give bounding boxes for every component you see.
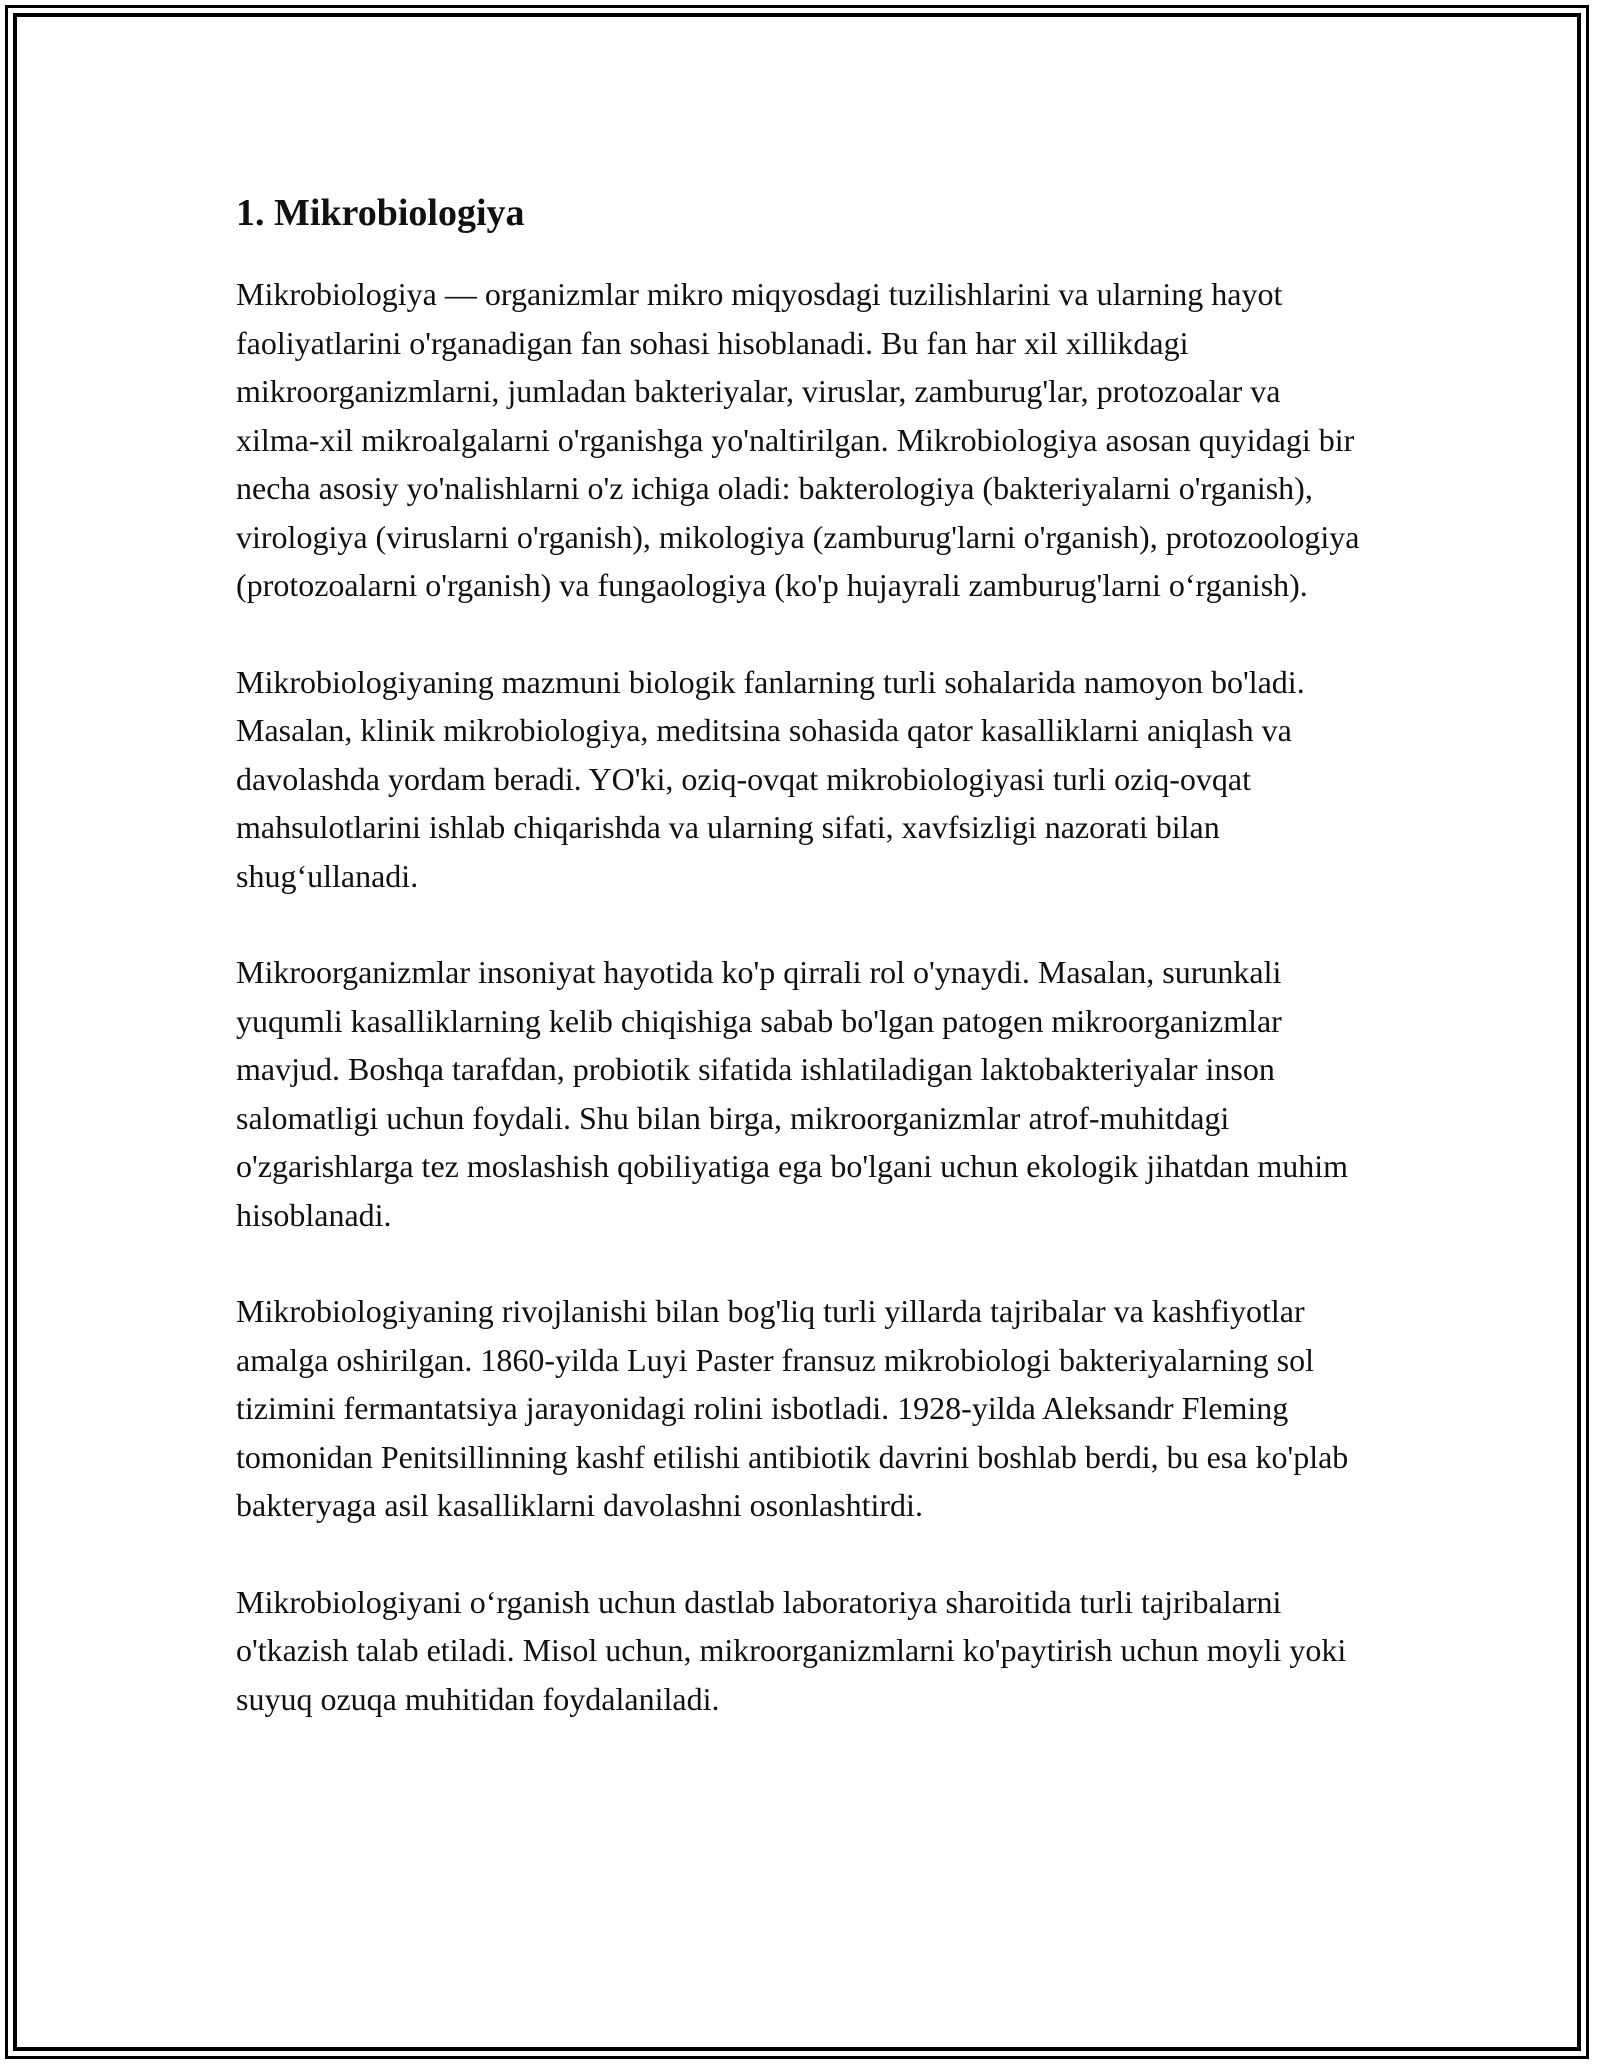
paragraph-intro: Mikrobiologiya — organizmlar mikro miqyosdagi tuzilishlarini va ularning hayot faoliyatlarini o'rganadigan fan sohasi hisoblanadi. Bu fan har xil xillikdagi mikroorganizmlarni, jumladan bakteriyalar, viruslar, zamburug'lar, protozoalar va xilma-xil mikroalgalarni o'rganishga yo'naltirilgan. Mikrobiologiya asosan quyidagi bir necha asosiy yo'nalishlarni o'z ichiga oladi: bakterologiya (bakteriyalarni o'rganish), virologiya (viruslarni o'rganish), mikologiya (zamburug'larni o'rganish), protozoologiya (protozoalarni o'rganish) va fungaologiya (ko'p hujayrali zamburug'larni o‘rganish).: [236, 276, 1360, 603]
paragraph-laboratory: Mikrobiologiyani o‘rganish uchun dastlab laboratoriya sharoitida turli tajribalarni o'tkazish talab etiladi. Misol uchun, mikroorganizmlarni ko'paytirish uchun moyli yoki suyuq ozuqa muhitidan foydalaniladi.: [236, 1583, 1347, 1717]
paragraph-history: Mikrobiologiyaning rivojlanishi bilan bog'liq turli yillarda tajribalar va kashfiyotlar amalga oshirilgan. 1860-yilda Luyi Paster fransuz mikrobiologi bakteriyalarning sol tizimini fermantatsiya jarayonidagi rolini isbotladi. 1928-yilda Aleksandr Fleming tomonidan Penitsillinning kashf etilishi antibiotik davrini boshlab berdi, bu esa ko'plab bakteryaga asil kasalliklarni davolashni osonlashtirdi.: [236, 1293, 1349, 1523]
page-title: 1. Mikrobiologiya: [236, 192, 525, 234]
paragraph-content: Mikrobiologiyaning mazmuni biologik fanlarning turli sohalarida namoyon bo'ladi. Masalan, klinik mikrobiologiya, meditsina sohasida qator kasalliklarni aniqlash va davolashda yordam beradi. YO'ki, oziq-ovqat mikrobiologiyasi turli oziq-ovqat mahsulotlarini ishlab chiqarishda va ularning sifati, xavfsizligi nazorati bilan shug‘ullanadi.: [236, 663, 1305, 894]
document-body: [236, 186, 1371, 1771]
paragraph-role: Mikroorganizmlar insoniyat hayotida ko'p qirrali rol o'ynaydi. Masalan, surunkali yuqumli kasalliklarning kelib chiqishiga sabab bo'lgan patogen mikroorganizmlar mavjud. Boshqa tarafdan, probiotik sifatida ishlatiladigan laktobakteriyalar inson salomatligi uchun foydali. Shu bilan birga, mikroorganizmlar atrof-muhitdagi o'zgarishlarga tez moslashish qobiliyatiga ega bo'lgani uchun ekologik jihatdan muhim hisoblanadi.: [236, 954, 1349, 1233]
